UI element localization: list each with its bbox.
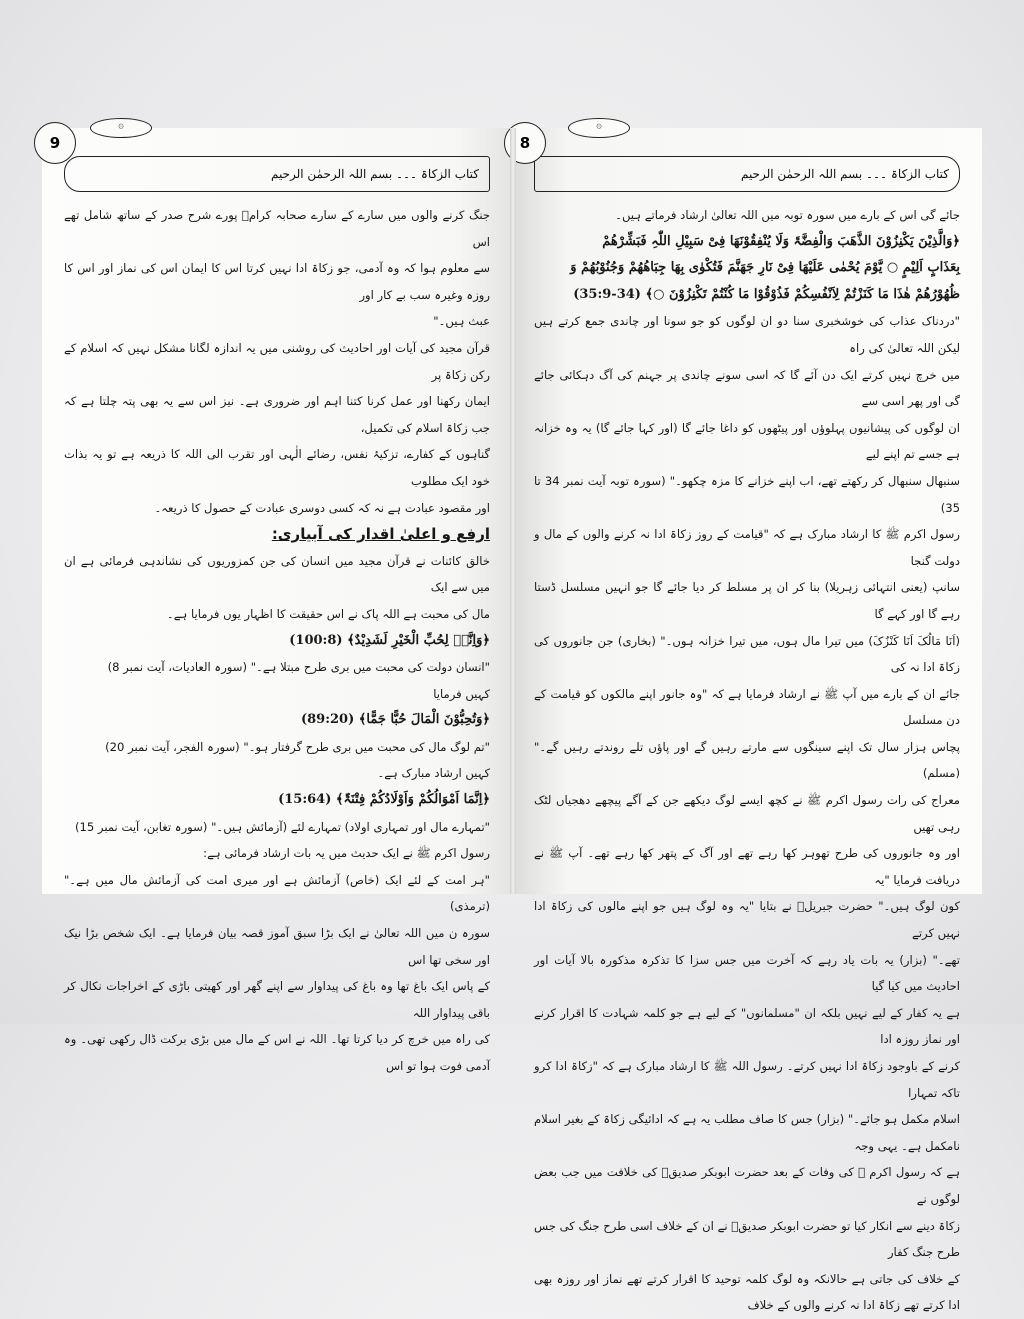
text-line: ان لوگوں کی پیشانیوں پہلوؤں اور پیٹھوں کو داغا جائے گا (اور کہا جائے گا) یہ وہ خزانہ ہے جسے تم اپنے لیے: [534, 420, 960, 462]
text-line: خالق کائنات نے قرآن مجید میں انسان کی جن کمزوریوں کی نشاندہی فرمائی ہے ان میں سے ایک: [64, 553, 490, 595]
quran-verse: ﴿وَاِنَّہٗ لِحُبِّ الْخَیْرِ لَشَدِیْدٌ﴾ (100:8): [289, 632, 490, 648]
text-line: گناہوں کے کفارے، تزکیۂ نفس، رضائے الٰہی اور تقرب الی اللہ کا ذریعہ ہے تو یہ بذات خود ایک مطلوب: [64, 447, 490, 488]
left-page: [42, 120, 512, 1073]
text-line: (اَنَا مَالُکَ اَنَا کَنْزُکَ) میں تیرا مال ہوں، میں تیرا خزانہ ہوں۔" (بخاری) جن جانوروں کی زکاۃ ادا نہ کی: [534, 633, 960, 675]
text-line: "ہر امت کے لئے ایک (خاص) آزمائش ہے اور میری امت کی آزمائش مال میں ہے۔" (ترمذی): [64, 872, 490, 914]
quran-verse: ظُھُوْرُھُمْ ھٰذَا مَا کَنَزْتُمْ لِاَنْفُسِکُمْ فَذُوْقُوْا مَا کُنْتُمْ تَکْنِزُوْنَ ○﴾ (34-35:9): [573, 286, 960, 302]
text-line: کرنے کے باوجود زکاۃ ادا نہیں کرتے۔ رسول اللہ ﷺ کا ارشاد مبارک ہے کہ "زکاۃ ادا کرو تاکہ تمہارا: [534, 1059, 960, 1100]
header-title: کتاب الزکاۃ ۔۔۔ بسم اللہ الرحمٰن الرحیم: [270, 167, 479, 181]
text-line: اور وہ جانوروں کی طرح تھوہر کھا رہے تھے اور آگ کے پتھر کھا رہے تھے۔ آپ ﷺ نے دریافت فرمایا "یہ: [534, 846, 960, 887]
quran-verse: ﴿وَالَّذِیْنَ یَکْنِزُوْنَ الذَّھَبَ وَالْفِضَّۃَ وَلَا یُنْفِقُوْنَھَا فِیْ سَبِیْلِ اللّٰہِ فَبَشِّرْھُمْ: [602, 233, 960, 249]
header-title: کتاب الزکاۃ ۔۔۔ بسم اللہ الرحمٰن الرحیم: [740, 167, 949, 181]
text-line: قرآن مجید کی آیات اور احادیث کی روشنی میں یہ اندازہ لگانا مشکل نہیں کہ اسلام کے رکن زکاۃ پر: [64, 340, 490, 382]
text-line: سنبھال سنبھال کر رکھتے تھے، اب اپنے خزانے کا مزہ چکھو۔" (سورہ توبہ آیت نمبر 34 تا 35): [534, 473, 960, 515]
text-line: جنگ کرنے والوں میں سارے کے سارے صحابہ کرامؓ پورے شرح صدر کے ساتھ شامل تھے اس: [64, 208, 490, 249]
book-gutter: [510, 128, 516, 894]
header-ornament-icon: ۞: [568, 118, 630, 138]
text-line: رسول اکرم ﷺ کا ارشاد مبارک ہے کہ "قیامت کے روز زکاۃ ادا نہ کرنے والوں کے مال و دولت گنجا: [534, 527, 960, 568]
text-line: کہیں ارشاد مبارک ہے۔: [377, 766, 490, 781]
text-line: زکاۃ دینے سے انکار کیا تو حضرت ابوبکر صدیقؓ نے ان کے خلاف اسی طرح جنگ کی جس طرح جنگ کفار: [534, 1218, 960, 1260]
quran-verse: ﴿اِنَّمَا اَمْوَالُکُمْ وَاَوْلَادُکُمْ فِتْنَۃٌ﴾ (15:64): [278, 792, 490, 808]
text-line: ایمان رکھنا اور عمل کرنا کتنا اہم اور ضروری ہے۔ نیز اس سے یہ بھی پتہ چلتا ہے کہ جب زکاۃ اسلام کی تکمیل،: [64, 394, 490, 435]
text-line: میں خرچ نہیں کرتے ایک دن آئے گا کہ اسی سونے چاندی پر جہنم کی آگ دہکائی جائے گی اور پھر اسی سے: [534, 367, 960, 409]
text-line: کی راہ میں خرچ کر دیا کرتا تھا۔ اللہ نے اس کے مال میں بڑی برکت ڈال رکھی تھی۔ وہ آدمی فوت ہوا تو اس: [64, 1032, 490, 1073]
quran-verse: بِعَذَابٍ اَلِیْمٍ ○ یَّوْمَ یُحْمٰی عَلَیْھَا فِیْ نَارِ جَھَنَّمَ فَتُکْوٰی بِھَا جِبَاھُھُمْ وَجُنُوْبُھُمْ وَ: [570, 260, 960, 276]
text-line: ہے یہ کفار کے لیے نہیں بلکہ ان "مسلمانوں" کے لیے ہے جو کلمہ شہادت کا اقرار کرنے اور نماز روزہ ادا: [534, 1005, 960, 1047]
text-line: پچاس ہزار سال تک اپنے سینگوں سے مارتے رہیں گے اور پاؤں تلے روندتے رہیں گے۔" (مسلم): [534, 739, 960, 781]
text-line: جائے گی اس کے بارے میں سورہ توبہ میں اللہ تعالیٰ ارشاد فرماتے ہیں۔: [615, 208, 960, 222]
text-line: سے معلوم ہوا کہ وہ آدمی، جو زکاۃ ادا نہیں کرتا اس کا ایمان اس کی نماز اور اس کا روزہ وغیرہ سب بے کار اور: [64, 261, 490, 302]
text-line: سورہ ن میں اللہ تعالیٰ نے ایک بڑا سبق آموز قصہ بیان فرمایا ہے۔ ایک شخص بڑا نیک اور سخی تھا اس: [64, 926, 490, 967]
verse-translation: "انسان دولت کی محبت میں بری طرح مبتلا ہے۔" (سورہ العادیات، آیت نمبر 8): [107, 660, 490, 675]
page-number: 9: [34, 122, 76, 164]
text-line: اسلام مکمل ہو جائے۔" (بزار) جس کا صاف مطلب یہ ہے کہ ادائیگی زکاۃ کے بغیر اسلام نامکمل ہے۔ یہی وجہ: [534, 1112, 960, 1153]
verse-translation: "تم لوگ مال کی محبت میں بری طرح گرفتار ہو۔" (سورہ الفجر، آیت نمبر 20): [105, 739, 490, 754]
quran-verse: ﴿وَتُحِبُّوْنَ الْمَالَ حُبًّا جَمًّا﴾ (89:20): [300, 712, 490, 728]
page-header: [64, 156, 490, 192]
text-line: کے خلاف کی جاتی ہے حالانکہ وہ لوگ کلمہ توحید کا اقرار کرتے تھے نماز اور روزہ بھی ادا کرتے تھے زکاۃ ادا نہ کرنے والوں کے خلاف: [534, 1271, 960, 1313]
verse-translation: "تمہارے مال اور تمہاری اولاد) تمہارے لئے (آزمائش ہیں۔" (سورہ تغابن، آیت نمبر 15): [74, 819, 490, 834]
text-line: رسول اکرم ﷺ نے ایک حدیث میں یہ بات ارشاد فرمائی ہے:: [203, 846, 490, 861]
text-line: کہیں فرمایا: [433, 686, 490, 701]
text-line: کے پاس ایک باغ تھا وہ باغ کی پیداوار سے اپنے گھر اور کھیتی باڑی کے اخراجات نکال کر باقی پیداوار اللہ: [64, 979, 490, 1020]
text-line: معراج کی رات رسول اکرم ﷺ نے کچھ ایسے لوگ دیکھے جن کے آگے پیچھے دھجیاں لٹک رہی تھیں: [534, 793, 960, 834]
text-line: جائے ان کے بارے میں آپ ﷺ نے ارشاد فرمایا ہے کہ "وہ جانور اپنے مالکوں کو قیامت کے دن مسلسل: [534, 686, 960, 728]
text-line: "دردناک عذاب کی خوشخبری سنا دو ان لوگوں کو جو سونا اور چاندی جمع کرتے ہیں لیکن اللہ تعالیٰ کی راہ: [534, 314, 960, 355]
page-number: 8: [504, 122, 546, 164]
page-text: [534, 202, 960, 1319]
page-header: [534, 156, 960, 192]
text-line: اور مقصود عبادت ہے نہ کہ کسی دوسری عبادت کے حصول کا ذریعہ۔: [154, 500, 490, 515]
open-book: [42, 120, 982, 1313]
text-line: ہے کہ رسول اکرم ﷺ کی وفات کے بعد حضرت ابوبکر صدیقؓ کی خلافت میں جب بعض لوگوں نے: [534, 1165, 960, 1206]
page-text: [64, 202, 490, 1080]
text-line: مال کی محبت ہے اللہ پاک نے اس حقیقت کا اظہار یوں فرمایا ہے۔: [166, 606, 490, 621]
right-page: [512, 120, 982, 1313]
text-line: عبث ہیں۔": [433, 314, 490, 329]
text-line: تھے۔" (بزار) یہ بات یاد رہے کہ آخرت میں جس سزا کا تذکرہ مذکورہ بالا آیات اور احادیث میں کیا گیا: [534, 952, 960, 994]
text-line: کون لوگ ہیں۔" حضرت جبریلؑ نے بتایا "یہ وہ لوگ ہیں جو اپنے مالوں کی زکاۃ ادا نہیں کرتے: [534, 899, 960, 941]
header-ornament-icon: ۞: [90, 118, 152, 138]
section-heading: ارفع و اعلیٰ اقدار کی آبیاری:: [271, 525, 490, 544]
text-line: سانپ (یعنی انتہائی زہریلا) بنا کر ان پر مسلط کر دیا جائے گا جو انہیں مسلسل ڈستا رہے گا اور کہے گا: [534, 580, 960, 621]
